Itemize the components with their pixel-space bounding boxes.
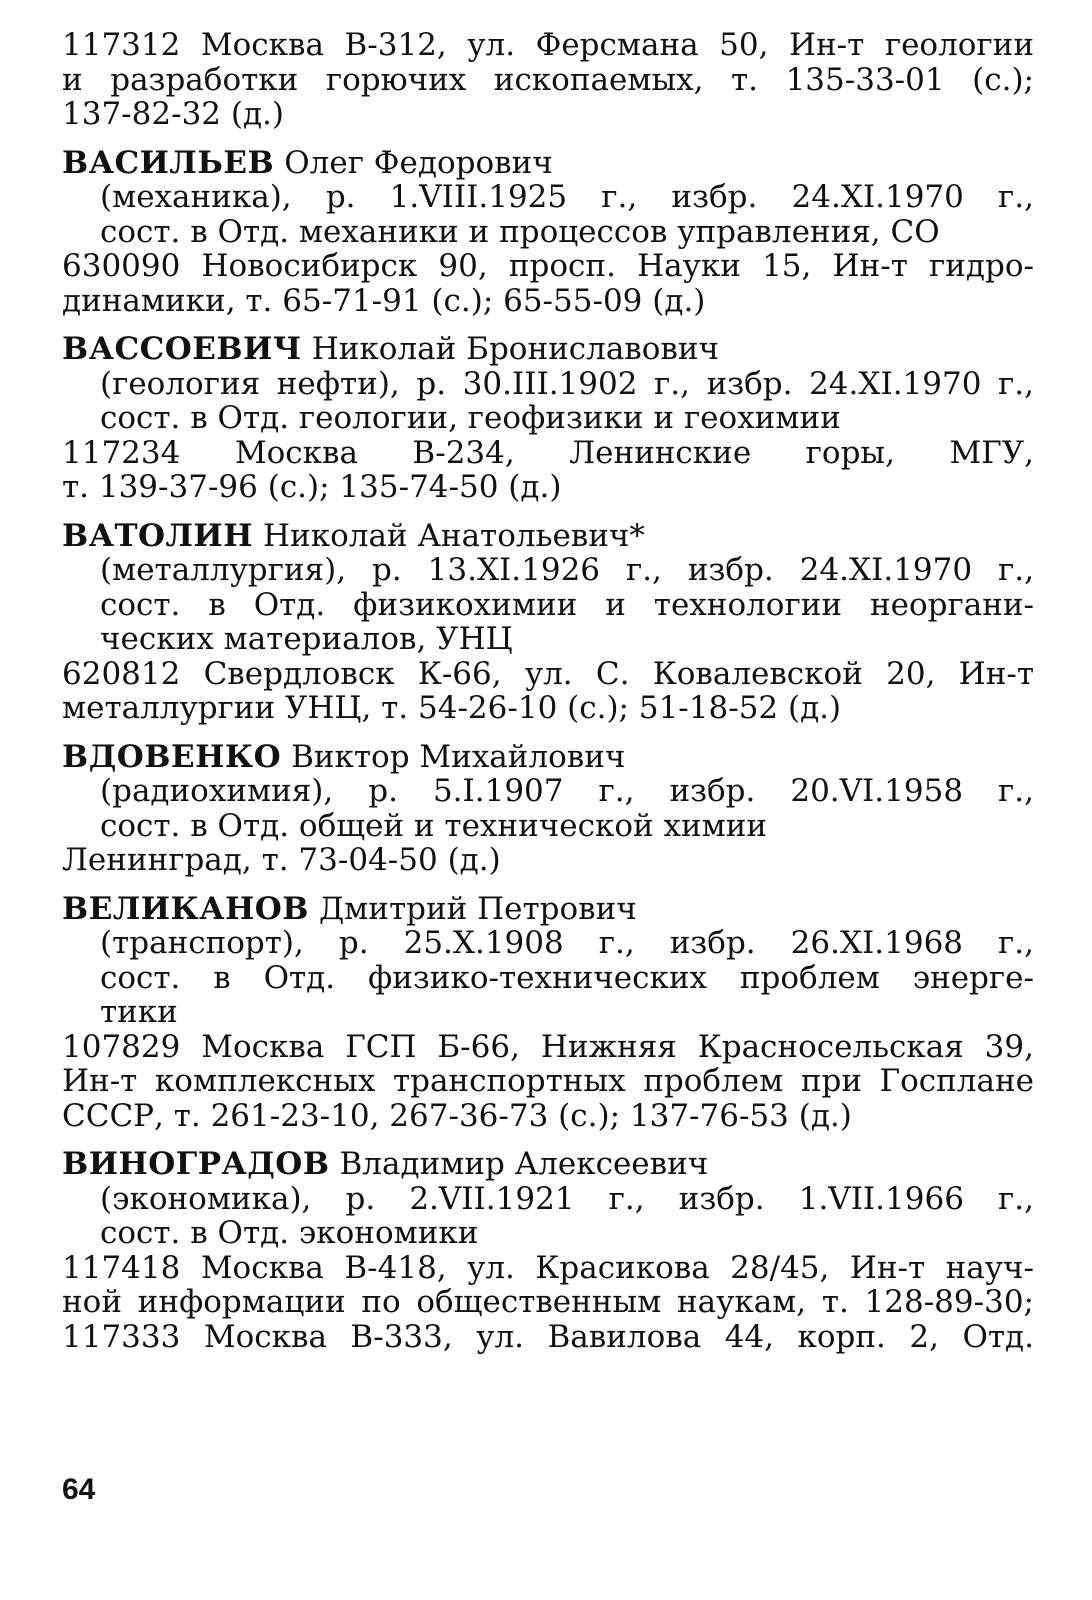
entry-address-line: Ин-т комплексных транспортных проблем при Госплане bbox=[62, 1063, 1034, 1099]
entry-info-line: сост. в Отд. экономики bbox=[100, 1215, 479, 1251]
entry-heading bbox=[62, 892, 1034, 927]
entry-address-line: металлургии УНЦ, т. 54-26-10 (с.); 51-18-52 (д.) bbox=[62, 690, 842, 726]
entry-info-line: сост. в Отд. геологии, геофизики и геохимии bbox=[100, 400, 841, 436]
entry-given-names: Владимир Алексеевич bbox=[339, 1146, 709, 1182]
entry-address-line: динамики, т. 65-71-91 (с.); 65-55-09 (д.) bbox=[62, 282, 706, 319]
directory-page bbox=[62, 28, 1034, 1354]
entry-heading bbox=[62, 740, 1034, 775]
entry-surname: ВЕЛИКАНОВ bbox=[62, 890, 309, 927]
address-line: и разработки горючих ископаемых, т. 135-33-01 (с.); bbox=[62, 61, 1034, 98]
entry-info-line: (экономика), р. 2.VII.1921 г., избр. 1.VII.1966 г., bbox=[100, 1180, 1034, 1217]
entry-surname: ВДОВЕНКО bbox=[62, 738, 282, 775]
entry-heading bbox=[62, 519, 1034, 554]
entry-info-line: сост. в Отд. общей и технической химии bbox=[100, 807, 768, 844]
entry-heading bbox=[62, 146, 1034, 181]
entry-address-line: 117333 Москва В-333, ул. Вавилова 44, корп. 2, Отд. bbox=[62, 1318, 1034, 1355]
entry-given-names: Дмитрий Петрович bbox=[318, 890, 637, 927]
entry-heading bbox=[62, 1147, 1034, 1182]
directory-entry bbox=[62, 892, 1034, 1134]
entry-info-line: сост. в Отд. физикохимии и технологии неоргани- bbox=[100, 586, 1034, 623]
entry-address-line: СССР, т. 261-23-10, 267-36-73 (с.); 137-76-53 (д.) bbox=[62, 1097, 852, 1134]
entry-given-names: Николай Брониславович bbox=[311, 331, 720, 367]
address-line: 117312 Москва В-312, ул. Ферсмана 50, Ин-т геологии bbox=[62, 27, 1034, 63]
entry-surname: ВАСИЛЬЕВ bbox=[62, 144, 275, 181]
entry-surname: ВАССОЕВИЧ bbox=[62, 331, 302, 367]
directory-entry bbox=[62, 1147, 1034, 1354]
page-number: 64 bbox=[62, 1473, 96, 1506]
entry-address-line: 117234 Москва В-234, Ленинские горы, МГУ, bbox=[62, 434, 1034, 471]
directory-entry bbox=[62, 332, 1034, 505]
entry-info-line: (радиохимия), р. 5.I.1907 г., избр. 20.VI.1958 г., bbox=[100, 773, 1034, 809]
entry-info-line: тики bbox=[100, 994, 178, 1030]
entry-info-line: (геология нефти), р. 30.III.1902 г., избр. 24.XI.1970 г., bbox=[100, 365, 1034, 402]
directory-entry bbox=[62, 146, 1034, 319]
address-line: 137-82-32 (д.) bbox=[62, 96, 284, 132]
entry-given-names: Виктор Михайлович bbox=[291, 738, 626, 775]
entry-info-line: ческих материалов, УНЦ bbox=[100, 621, 513, 657]
entry-address-line: 107829 Москва ГСП Б-66, Нижняя Красносельская 39, bbox=[62, 1028, 1034, 1065]
entry-info-line: (механика), р. 1.VIII.1925 г., избр. 24.XI.1970 г., bbox=[100, 179, 1034, 215]
entry-info-line: сост. в Отд. механики и процессов управления, СО bbox=[100, 213, 940, 250]
entry-address-line: 117418 Москва В-418, ул. Красикова 28/45, Ин-т науч- bbox=[62, 1249, 1034, 1286]
entry-address-line: 630090 Новосибирск 90, просп. Науки 15, Ин-т гидро- bbox=[62, 248, 1034, 284]
directory-entry bbox=[62, 740, 1034, 878]
entry-info-line: сост. в Отд. физико-технических проблем энерге- bbox=[100, 959, 1034, 996]
entry-heading bbox=[62, 332, 1034, 367]
entry-given-names: Николай Анатольевич* bbox=[263, 517, 645, 554]
entry-surname: ВАТОЛИН bbox=[62, 517, 254, 554]
entry-continuation bbox=[62, 28, 1034, 132]
directory-entry bbox=[62, 519, 1034, 726]
entry-address-line: т. 139-37-96 (с.); 135-74-50 (д.) bbox=[62, 469, 562, 505]
entry-given-names: Олег Федорович bbox=[284, 144, 553, 181]
entry-address-line: ной информации по общественным наукам, т. 128-89-30; bbox=[62, 1284, 1034, 1320]
entry-address-line: 620812 Свердловск К-66, ул. С. Ковалевской 20, Ин-т bbox=[62, 655, 1034, 692]
entry-surname: ВИНОГРАДОВ bbox=[62, 1146, 330, 1182]
entry-info-line: (металлургия), р. 13.XI.1926 г., избр. 24.XI.1970 г., bbox=[100, 552, 1034, 588]
entry-info-line: (транспорт), р. 25.X.1908 г., избр. 26.XI.1968 г., bbox=[100, 925, 1034, 961]
entry-address-line: Ленинград, т. 73-04-50 (д.) bbox=[62, 842, 501, 878]
